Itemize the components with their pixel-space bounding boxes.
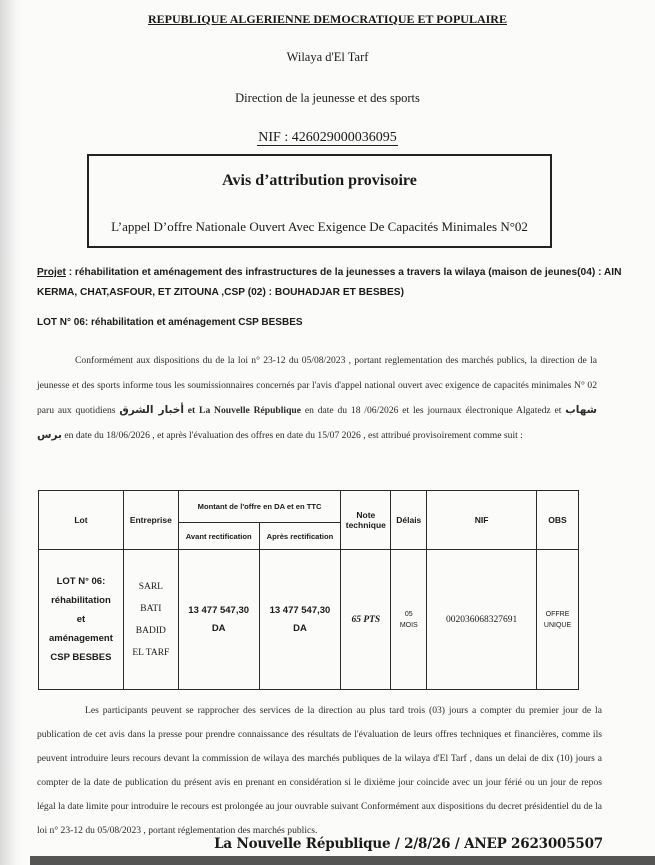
entreprise-line-1: SARL bbox=[138, 581, 163, 592]
lot-line: LOT N° 06: réhabilitation et aménagement CSP BESBES bbox=[37, 317, 303, 328]
header-delais: Délais bbox=[391, 491, 427, 550]
obs-line-1: OFFRE bbox=[545, 610, 570, 618]
intro-paragraph bbox=[37, 348, 597, 448]
lot-line-3: et bbox=[76, 614, 86, 625]
cell-lot bbox=[39, 550, 124, 690]
delais-unit: MOIS bbox=[399, 621, 418, 629]
lot-line-2: réhabilitation bbox=[51, 595, 111, 606]
lot-line-5: CSP BESBES bbox=[50, 652, 112, 663]
attribution-table bbox=[38, 490, 579, 690]
project-label: Projet bbox=[37, 267, 66, 278]
notice-title: Avis d’attribution provisoire bbox=[222, 172, 417, 189]
cell-nif: 002036068327691 bbox=[427, 550, 537, 690]
cell-obs bbox=[537, 550, 579, 690]
delais-number: 05 bbox=[404, 610, 413, 618]
avant-amount: 13 477 547,30 bbox=[188, 604, 250, 616]
obs-line-2: UNIQUE bbox=[543, 621, 572, 629]
entreprise-line-2: BATI bbox=[140, 603, 162, 614]
arabic-newspaper-2: شهاب برس bbox=[37, 404, 597, 441]
project-description bbox=[37, 263, 627, 303]
nif-text: NIF : 426029000036095 bbox=[258, 130, 397, 145]
header-obs: OBS bbox=[537, 491, 579, 550]
republic-heading: REPUBLIQUE ALGERIENNE DEMOCRATIQUE ET POPULAIRE bbox=[148, 12, 507, 26]
nif-heading bbox=[0, 130, 655, 146]
intro-text-2: en date du 18 /06/2026 et les journaux électronique Algatedz et bbox=[301, 405, 566, 416]
apres-amount: 13 477 547,30 bbox=[269, 604, 331, 616]
closing-paragraph: Les participants peuvent se rapprocher des services de la direction au plus tard trois (03) jours a compter du premier jour de la publication de cet avis dans la presse pour prendre connaissance des résultats de l'évaluation de leurs offres techniques et financières, comme ils peuvent introduire leurs recours devant la commission de wilaya des marchés publiques de la wilaya d'El Tarf , dans un delai de dix (10) jours a compter de la date de publication du présent avis en prenant en considération si le dixième jour coincide avec un jour férié ou un jour de repos légal la date limite pour introduire le recours est prolongée au jour ouvrable suivant Conformément aux dispositions du decret présidentiel du de la loi n° 23-12 du 05/08/2023 , portant réglementation des marchés publics. bbox=[37, 705, 602, 836]
direction-heading: Direction de la jeunesse et des sports bbox=[235, 91, 420, 105]
cell-delais bbox=[391, 550, 427, 690]
header-montant: Montant de l'offre en DA et en TTC bbox=[178, 491, 341, 523]
entreprise-line-4: EL TARF bbox=[132, 647, 170, 658]
lot-line-4: aménagement bbox=[48, 633, 113, 644]
table-row bbox=[39, 550, 579, 690]
header-apres: Après rectification bbox=[259, 523, 341, 550]
intro-text-1: Conformément aux dispositions du de la loi n° 23-12 du 05/08/2023 , portant reglementation des marchés publics, la direction de la jeunesse et des sports informe tous les soumissionnaires concernés par l'avis d'appel national ouvert avec exigence de capacités minimales N° 02 paru aux quotidiens bbox=[37, 355, 597, 416]
cell-apres bbox=[259, 550, 341, 690]
newspaper-name: et La Nouvelle République bbox=[183, 405, 302, 416]
header-entreprise: Entreprise bbox=[123, 491, 178, 550]
lot-line-1: LOT N° 06: bbox=[56, 576, 106, 587]
cell-entreprise bbox=[123, 550, 178, 690]
notice-subtitle: L’appel D’offre Nationale Ouvert Avec Exigence De Capacités Minimales N°02 bbox=[111, 219, 528, 234]
cell-note: 65 PTS bbox=[341, 550, 391, 690]
header-note: Note technique bbox=[341, 491, 391, 550]
intro-text-3: en date du 18/06/2026 , et après l'évaluation des offres en date du 15/07 2026 , est attribué provisoirement comme suit : bbox=[61, 430, 523, 441]
cell-avant bbox=[178, 550, 259, 690]
scan-bottom-bar bbox=[30, 856, 655, 865]
entreprise-line-3: BADID bbox=[135, 625, 166, 636]
title-box bbox=[87, 154, 552, 248]
footer-publication: La Nouvelle République / 2/8/26 / ANEP 2623005507 bbox=[214, 836, 603, 852]
header-nif: NIF bbox=[427, 491, 537, 550]
wilaya-heading: Wilaya d'El Tarf bbox=[286, 50, 369, 64]
project-text: : réhabilitation et aménagement des infrastructures de la jeunesses a travers la wilaya (maison de jeunes(04) : AIN KERMA, CHAT,ASFOUR, ET ZITOUNA ,CSP (02) : BOUHADJAR ET BESBES) bbox=[37, 267, 622, 298]
header-avant: Avant rectification bbox=[178, 523, 259, 550]
arabic-newspaper-1: أخبار الشرق bbox=[119, 404, 184, 416]
apres-unit: DA bbox=[293, 622, 307, 634]
avant-unit: DA bbox=[211, 622, 226, 634]
header-lot: Lot bbox=[39, 491, 124, 550]
